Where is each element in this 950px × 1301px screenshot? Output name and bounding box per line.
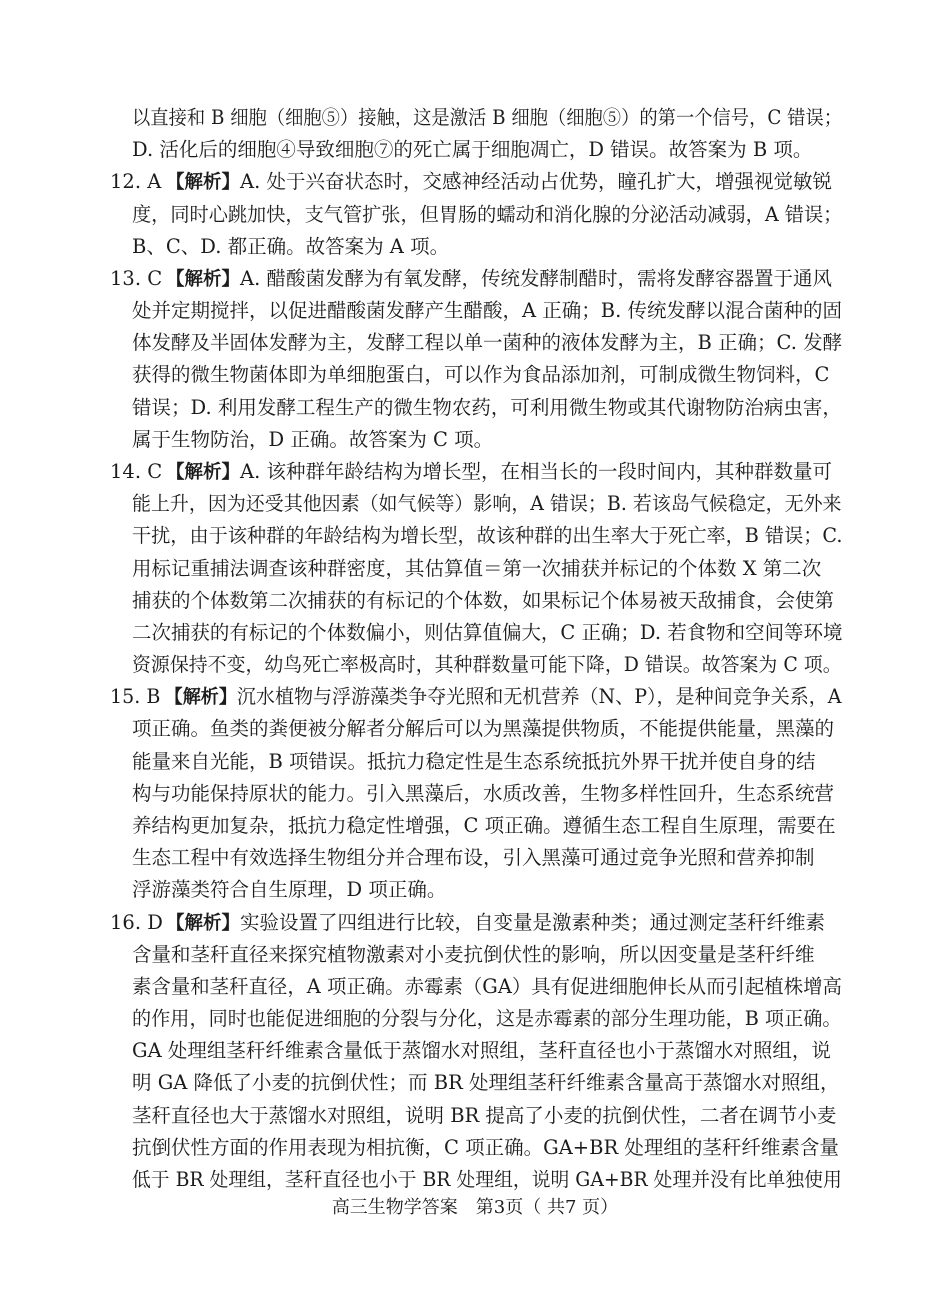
- analysis-text: 实验设置了四组进行比较，自变量是激素种类；通过测定茎秆纤维素: [240, 911, 826, 934]
- answer-item-16-head: [110, 909, 825, 937]
- answer-item-15-head: [110, 683, 842, 711]
- analysis-text-line: B、C、D. 都正确。故答案为 A 项。: [132, 235, 450, 258]
- analysis-text-line: 素含量和茎秆直径，A 项正确。赤霉素（GA）具有促进细胞伸长从而引起植株增高: [132, 975, 842, 998]
- analysis-text-line: 项正确。鱼类的粪便被分解者分解后可以为黑藻提供物质，不能提供能量，黑藻的: [132, 717, 835, 740]
- analysis-text-line: 捕获的个体数第二次捕获的有标记的个体数，如果标记个体易被天敌捕食，会使第: [132, 589, 835, 612]
- analysis-tag: 【解析】: [166, 462, 241, 483]
- analysis-text-line: 度，同时心跳加快，支气管扩张，但胃肠的蠕动和消化腺的分泌活动减弱，A 错误；: [132, 203, 843, 226]
- answer-item-13-head: [110, 265, 832, 293]
- analysis-text-line: 茎秆直径也大于蒸馏水对照组，说明 BR 提高了小麦的抗倒伏性，二者在调节小麦: [132, 1104, 837, 1127]
- analysis-text: A. 处于兴奋状态时，交感神经活动占优势，瞳孔扩大，增强视觉敏锐: [240, 170, 832, 193]
- continued-text-line: D. 活化后的细胞④导致细胞⑦的死亡属于细胞凋亡，D 错误。故答案为 B 项。: [132, 138, 813, 161]
- analysis-tag: 【解析】: [166, 269, 241, 290]
- analysis-text-line: 体发酵及半固体发酵为主，发酵工程以单一菌种的液体发酵为主，B 正确；C. 发酵: [132, 331, 843, 354]
- answer-item-14-head: [110, 458, 832, 486]
- analysis-text-line: GA 处理组茎秆纤维素含量低于蒸馏水对照组，茎秆直径也小于蒸馏水对照组，说: [132, 1039, 831, 1062]
- analysis-text-line: 的作用，同时也能促进细胞的分裂与分化，这是赤霉素的部分生理功能，B 项正确。: [132, 1007, 842, 1030]
- analysis-text-line: 浮游藻类符合自生原理，D 项正确。: [132, 878, 447, 901]
- analysis-text-line: 获得的微生物菌体即为单细胞蛋白，可以作为食品添加剂，可制成微生物饲料，C: [132, 363, 830, 386]
- analysis-text-line: 构与功能保持原状的能力。引入黑藻后，水质改善，生物多样性回升，生态系统营: [132, 782, 835, 805]
- answer-item-12-head: [110, 168, 832, 196]
- analysis-text-line: 明 GA 降低了小麦的抗倒伏性；而 BR 处理组茎秆纤维素含量高于蒸馏水对照组，: [132, 1071, 840, 1094]
- answer-number: 15. B: [110, 685, 161, 708]
- continued-text-line: 以直接和 B 细胞（细胞⑤）接触，这是激活 B 细胞（细胞⑤）的第一个信号，C 错误；: [132, 106, 843, 129]
- analysis-text-line: 低于 BR 处理组，茎秆直径也小于 BR 处理组，说明 GA+BR 处理并没有比单独使用: [132, 1168, 842, 1191]
- analysis-text-line: 含量和茎秆直径来探究植物激素对小麦抗倒伏性的影响，所以因变量是茎秆纤维: [132, 943, 815, 966]
- analysis-text-line: 干扰，由于该种群的年龄结构为增长型，故该种群的出生率大于死亡率，B 错误；C.: [132, 524, 843, 547]
- analysis-text-line: 用标记重捕法调查该种群密度，其估算值＝第一次捕获并标记的个体数 X 第二次: [132, 557, 822, 580]
- analysis-tag: 【解析】: [166, 172, 241, 193]
- answer-number: 12. A: [110, 170, 162, 193]
- analysis-text: A. 该种群年龄结构为增长型，在相当长的一段时间内，其种群数量可: [240, 460, 832, 483]
- analysis-text-line: 生态工程中有效选择生物组分并合理布设，引入黑藻可通过竞争光照和营养抑制: [132, 846, 815, 869]
- analysis-text-line: 属于生物防治，D 正确。故答案为 C 项。: [132, 428, 494, 451]
- answer-number: 13. C: [110, 267, 163, 290]
- analysis-tag: 【解析】: [164, 687, 237, 708]
- page-footer: 高三生物学答案 第3页（ 共7 页）: [331, 1197, 619, 1218]
- analysis-text-line: 抗倒伏性方面的作用表现为相抗衡，C 项正确。GA+BR 处理组的茎秆纤维素含量: [132, 1136, 839, 1159]
- analysis-text-line: 错误；D. 利用发酵工程生产的微生物农药，可利用微生物或其代谢物防治病虫害，: [132, 396, 842, 419]
- analysis-text-line: 处并定期搅拌，以促进醋酸菌发酵产生醋酸，A 正确；B. 传统发酵以混合菌种的固: [132, 299, 843, 322]
- analysis-text-line: 养结构更加复杂，抵抗力稳定性增强，C 项正确。遵循生态工程自生原理，需要在: [132, 814, 836, 837]
- analysis-text-line: 能上升，因为还受其他因素（如气候等）影响，A 错误；B. 若该岛气候稳定，无外来: [132, 492, 842, 515]
- analysis-text-line: 能量来自光能，B 项错误。抵抗力稳定性是生态系统抵抗外界干扰并使自身的结: [132, 750, 816, 773]
- analysis-tag: 【解析】: [166, 913, 241, 934]
- answer-number: 14. C: [110, 460, 163, 483]
- analysis-text-line: 二次捕获的有标记的个体数偏小，则估算值偏大，C 正确；D. 若食物和空间等环境: [132, 621, 843, 644]
- answer-number: 16. D: [110, 911, 163, 934]
- analysis-text: A. 醋酸菌发酵为有氧发酵，传统发酵制醋时，需将发酵容器置于通风: [240, 267, 832, 290]
- analysis-text-line: 资源保持不变，幼鸟死亡率极高时，其种群数量可能下降，D 错误。故答案为 C 项。: [132, 653, 842, 676]
- analysis-text: 沉水植物与浮游藻类争夺光照和无机营养（N、P），是种间竞争关系，A: [236, 685, 842, 708]
